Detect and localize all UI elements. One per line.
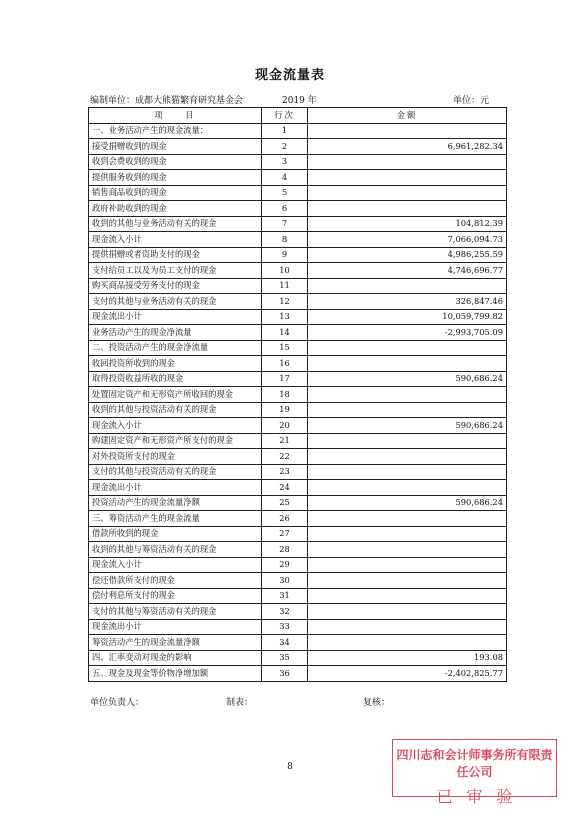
table-row xyxy=(89,325,507,341)
row-item: 一、业务活动产生的现金流量： xyxy=(89,123,262,139)
row-amount xyxy=(308,464,507,480)
table-row xyxy=(89,666,507,682)
stamp-verified-text: 已审验 xyxy=(436,787,527,806)
table-row xyxy=(89,480,507,496)
row-line-no: 21 xyxy=(262,433,308,449)
table-row xyxy=(89,247,507,263)
row-line-no: 34 xyxy=(262,635,308,651)
row-amount xyxy=(308,154,507,170)
row-line-no: 30 xyxy=(262,573,308,589)
row-line-no: 14 xyxy=(262,325,308,341)
preparing-unit: 编制单位：成都大熊猫繁育研究基金会 xyxy=(90,96,244,106)
row-amount: 4,986,255.59 xyxy=(308,247,507,263)
row-line-no: 7 xyxy=(262,216,308,232)
row-line-no: 4 xyxy=(262,170,308,186)
row-item: 支付的其他与筹资活动有关的现金 xyxy=(89,604,262,620)
row-amount xyxy=(308,356,507,372)
table-row xyxy=(89,294,507,310)
row-amount xyxy=(308,526,507,542)
row-item: 支付的其他与业务活动有关的现金 xyxy=(89,294,262,310)
row-line-no: 22 xyxy=(262,449,308,465)
row-amount: -2,402,825.77 xyxy=(308,666,507,682)
row-amount: 590,686.24 xyxy=(308,495,507,511)
table-row xyxy=(89,542,507,558)
row-amount xyxy=(308,511,507,527)
row-item: 收到会费收到的现金 xyxy=(89,154,262,170)
audit-stamp xyxy=(392,739,557,806)
row-amount xyxy=(308,433,507,449)
row-line-no: 32 xyxy=(262,604,308,620)
table-row xyxy=(89,526,507,542)
row-amount xyxy=(308,635,507,651)
row-line-no: 12 xyxy=(262,294,308,310)
row-line-no: 2 xyxy=(262,139,308,155)
table-row xyxy=(89,309,507,325)
table-row xyxy=(89,464,507,480)
table-row xyxy=(89,278,507,294)
row-amount xyxy=(308,619,507,635)
row-line-no: 23 xyxy=(262,464,308,480)
stamp-firm-name: 四川志和会计师事务所有限责任公司 xyxy=(396,748,553,779)
row-amount: 326,847.46 xyxy=(308,294,507,310)
row-amount: 6,961,282.34 xyxy=(308,139,507,155)
table-row xyxy=(89,263,507,279)
row-item: 业务活动产生的现金净流量 xyxy=(89,325,262,341)
footer-reviewer: 复核： xyxy=(363,698,391,708)
row-amount xyxy=(308,604,507,620)
row-amount xyxy=(308,449,507,465)
row-line-no: 8 xyxy=(262,232,308,248)
table-row xyxy=(89,154,507,170)
row-amount: 7,066,094.73 xyxy=(308,232,507,248)
row-amount xyxy=(308,480,507,496)
row-line-no: 1 xyxy=(262,123,308,139)
row-item: 购建固定资产和无形资产所支付的现金 xyxy=(89,433,262,449)
row-line-no: 29 xyxy=(262,557,308,573)
row-amount: 590,686.24 xyxy=(308,371,507,387)
table-row xyxy=(89,402,507,418)
table-row xyxy=(89,433,507,449)
table-header-row xyxy=(89,108,507,124)
row-item: 偿付利息所支付的现金 xyxy=(89,588,262,604)
table-row xyxy=(89,232,507,248)
header-amount: 金额 xyxy=(308,108,507,124)
row-amount xyxy=(308,201,507,217)
table-row xyxy=(89,356,507,372)
row-line-no: 11 xyxy=(262,278,308,294)
row-item: 收到的其他与投资活动有关的现金 xyxy=(89,402,262,418)
row-item: 现金流出小计 xyxy=(89,309,262,325)
row-line-no: 28 xyxy=(262,542,308,558)
table-row xyxy=(89,201,507,217)
table-row xyxy=(89,340,507,356)
row-line-no: 33 xyxy=(262,619,308,635)
row-line-no: 20 xyxy=(262,418,308,434)
row-item: 四、汇率变动对现金的影响 xyxy=(89,650,262,666)
row-item: 三、筹资活动产生的现金流量 xyxy=(89,511,262,527)
row-amount: 10,059,799.82 xyxy=(308,309,507,325)
row-line-no: 35 xyxy=(262,650,308,666)
table-row xyxy=(89,604,507,620)
row-item: 政府补助收到的现金 xyxy=(89,201,262,217)
row-line-no: 26 xyxy=(262,511,308,527)
report-year: 2019 年 xyxy=(282,96,317,106)
row-amount: -2,993,705.09 xyxy=(308,325,507,341)
table-row xyxy=(89,371,507,387)
table-row xyxy=(89,449,507,465)
row-line-no: 6 xyxy=(262,201,308,217)
table-row xyxy=(89,573,507,589)
row-amount: 590,686.24 xyxy=(308,418,507,434)
row-item: 筹资活动产生的现金流量净额 xyxy=(89,635,262,651)
row-item: 接受捐赠收到的现金 xyxy=(89,139,262,155)
row-item: 五、现金及现金等价物净增加额 xyxy=(89,666,262,682)
row-line-no: 13 xyxy=(262,309,308,325)
row-line-no: 16 xyxy=(262,356,308,372)
row-line-no: 31 xyxy=(262,588,308,604)
row-amount: 4,746,696.77 xyxy=(308,263,507,279)
row-line-no: 36 xyxy=(262,666,308,682)
row-item: 现金流入小计 xyxy=(89,418,262,434)
table-row xyxy=(89,185,507,201)
table-row xyxy=(89,216,507,232)
row-item: 借款所收到的现金 xyxy=(89,526,262,542)
row-item: 收回投资所收到的现金 xyxy=(89,356,262,372)
row-amount: 104,812.39 xyxy=(308,216,507,232)
row-item: 现金流入小计 xyxy=(89,232,262,248)
table-row xyxy=(89,650,507,666)
row-line-no: 18 xyxy=(262,387,308,403)
row-line-no: 3 xyxy=(262,154,308,170)
row-item: 支付的其他与投资活动有关的现金 xyxy=(89,464,262,480)
row-amount xyxy=(308,402,507,418)
row-amount: 193.08 xyxy=(308,650,507,666)
row-line-no: 10 xyxy=(262,263,308,279)
table-row xyxy=(89,123,507,139)
row-amount xyxy=(308,278,507,294)
row-item: 提供捐赠或者资助支付的现金 xyxy=(89,247,262,263)
row-item: 支付给员工以及为员工支付的现金 xyxy=(89,263,262,279)
row-item: 投资活动产生的现金流量净额 xyxy=(89,495,262,511)
row-amount xyxy=(308,557,507,573)
row-item: 偿还借款所支付的现金 xyxy=(89,573,262,589)
header-item: 项 目 xyxy=(89,108,262,124)
row-line-no: 25 xyxy=(262,495,308,511)
row-line-no: 5 xyxy=(262,185,308,201)
row-item: 对外投资所支付的现金 xyxy=(89,449,262,465)
row-line-no: 9 xyxy=(262,247,308,263)
row-item: 提供服务收到的现金 xyxy=(89,170,262,186)
row-item: 现金流出小计 xyxy=(89,480,262,496)
report-title: 现金流量表 xyxy=(254,68,325,83)
row-item: 销售商品收到的现金 xyxy=(89,185,262,201)
table-row xyxy=(89,588,507,604)
row-amount xyxy=(308,573,507,589)
row-amount xyxy=(308,185,507,201)
row-line-no: 19 xyxy=(262,402,308,418)
table-row xyxy=(89,170,507,186)
table-row xyxy=(89,511,507,527)
table-row xyxy=(89,387,507,403)
row-item: 取得投资收益所收的现金 xyxy=(89,371,262,387)
footer-preparer: 制表： xyxy=(226,698,254,708)
footer-responsible: 单位负责人： xyxy=(90,698,145,708)
row-line-no: 24 xyxy=(262,480,308,496)
row-item: 二、投资活动产生的现金净流量 xyxy=(89,340,262,356)
row-amount xyxy=(308,123,507,139)
table-row xyxy=(89,418,507,434)
page-number: 8 xyxy=(287,762,293,772)
row-item: 购买商品接受劳务支付的现金 xyxy=(89,278,262,294)
row-item: 现金流入小计 xyxy=(89,557,262,573)
currency-unit: 单位：元 xyxy=(453,96,490,106)
table-row xyxy=(89,635,507,651)
row-line-no: 27 xyxy=(262,526,308,542)
row-amount xyxy=(308,340,507,356)
table-row xyxy=(89,495,507,511)
row-item: 现金流出小计 xyxy=(89,619,262,635)
row-line-no: 15 xyxy=(262,340,308,356)
row-item: 处置固定资产和无形资产所收回的现金 xyxy=(89,387,262,403)
row-amount xyxy=(308,542,507,558)
row-item: 收到的其他与筹资活动有关的现金 xyxy=(89,542,262,558)
row-amount xyxy=(308,588,507,604)
header-line-no: 行次 xyxy=(262,108,308,124)
row-amount xyxy=(308,170,507,186)
table-row xyxy=(89,139,507,155)
table-row xyxy=(89,619,507,635)
cash-flow-table xyxy=(88,107,507,682)
row-item: 收到的其他与业务活动有关的现金 xyxy=(89,216,262,232)
row-line-no: 17 xyxy=(262,371,308,387)
row-amount xyxy=(308,387,507,403)
table-row xyxy=(89,557,507,573)
